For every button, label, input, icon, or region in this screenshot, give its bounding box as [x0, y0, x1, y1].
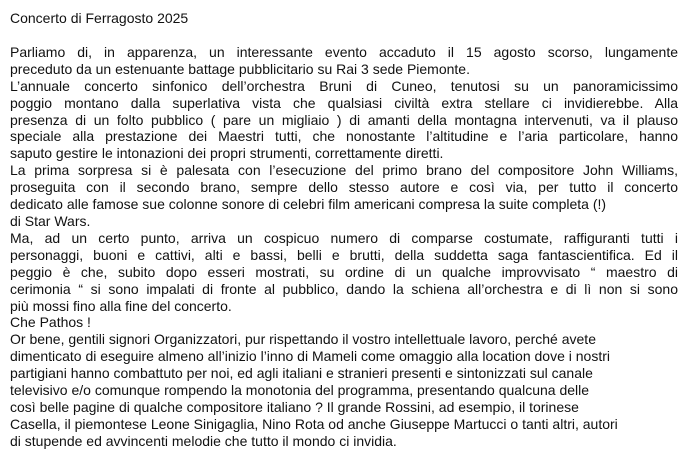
body-line: cerimonia “ si sono impalati di fronte al pubblico, dando la schiena all’orchestra e di lì non si sono — [10, 280, 678, 297]
body-line: di stupende ed avvincenti melodie che tutto il mondo ci invidia. — [10, 432, 397, 449]
body-line: così belle pagine di qualche compositore italiano ? Il grande Rossini, ad esempio, il torinese — [10, 398, 579, 415]
body-line: dimenticato di eseguire almeno all’inizio l’inno di Mameli come omaggio alla location dove i nostri — [10, 348, 610, 365]
body-line: presenza di un folto pubblico ( pare un migliaio ) di amanti della montagna intervenuti, va il plauso — [10, 111, 678, 128]
document-title: Concerto di Ferragosto 2025 — [10, 10, 189, 26]
body-line: più mossi fino alla fine del concerto. — [10, 297, 232, 314]
document-page — [10, 10, 678, 450]
body-line: preceduto da un estenuante battage pubblicitario su Rai 3 sede Piemonte. — [10, 60, 470, 77]
body-line: Che Pathos ! — [10, 314, 91, 331]
body-line: di Star Wars. — [10, 212, 91, 229]
body-line: Casella, il piemontese Leone Sinigaglia, Nino Rota od anche Giuseppe Martucci o tanti altri, autori — [10, 415, 618, 432]
body-line: peggio è che, subito dopo esseri mostrati, su ordine di un qualche improvvisato “ maestro di — [10, 263, 678, 280]
body-line: dedicato alle famose sue colonne sonore di celebri film americani compresa la suite completa (!) — [10, 196, 607, 213]
body-line: proseguita con il secondo brano, sempre dello stesso autore e così via, per tutto il concerto — [10, 179, 678, 196]
body-line: personaggi, buoni e cattivi, alti e bassi, belli e brutti, della suddetta saga fantascientifica. Ed il — [10, 246, 678, 263]
body-line: partigiani hanno combattuto per noi, ed agli italiani e stranieri presenti e sintonizzati sul canale — [10, 365, 593, 382]
body-line: Parliamo di, in apparenza, un interessante evento accaduto il 15 agosto scorso, lungamente — [10, 43, 678, 60]
body-line: speciale alla prestazione dei Maestri tutti, che nonostante l’altitudine e l’aria particolare, hanno — [10, 128, 678, 145]
document-body — [10, 44, 678, 450]
body-line: Or bene, gentili signori Organizzatori, pur rispettando il vostro intellettuale lavoro, perché avete — [10, 331, 596, 348]
body-line: televisivo e/o comunque rompendo la monotonia del programma, presentando qualcuna delle — [10, 382, 590, 399]
body-line: Ma, ad un certo punto, arriva un cospicuo numero di comparse costumate, raffiguranti tutti i — [10, 229, 678, 246]
body-line: poggio montano dalla superlativa vista che qualsiasi civiltà extra stellare ci invidierebbe. Alla — [10, 94, 678, 111]
body-line: L’annuale concerto sinfonico dell’orchestra Bruni di Cuneo, tenutosi su un panoramicissimo — [10, 77, 678, 94]
body-line: La prima sorpresa si è palesata con l’esecuzione del primo brano del compositore John Williams, — [10, 162, 678, 179]
body-line: saputo gestire le intonazioni dei propri strumenti, correttamente diretti. — [10, 145, 444, 162]
